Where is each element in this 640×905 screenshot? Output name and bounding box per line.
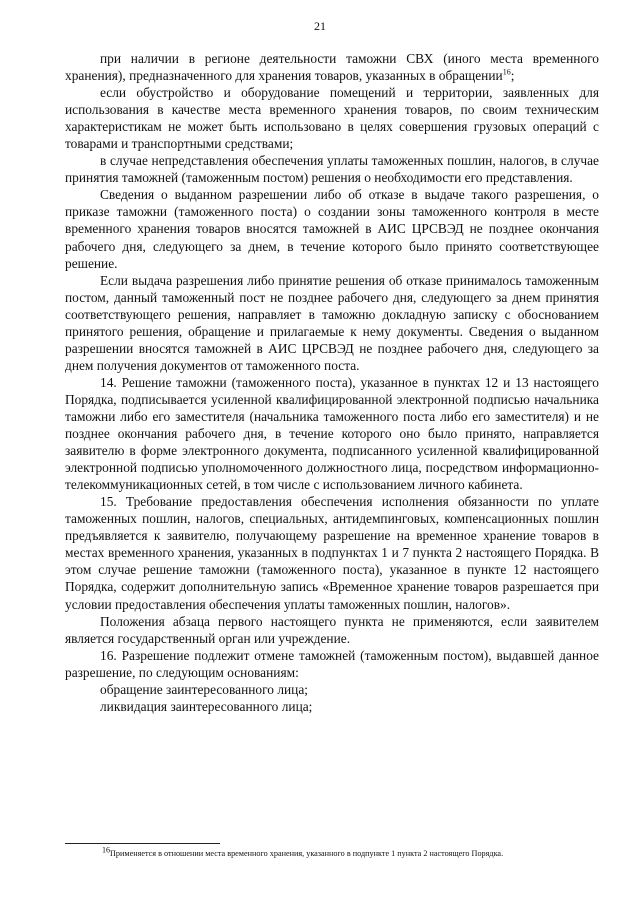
- paragraph: 14. Решение таможни (таможенного поста), указанное в пунктах 12 и 13 настоящего Порядка, подписывается усиленной квалифицированной электронной подписью начальника таможни либо его заместителя (начальника таможенного поста либо его заместителя) и не позднее окончания рабочего дня, в течение которого оно было принято, направляется заявителю в форме электронного документа, подписанного усиленной квалифицированной электронной подписью уполномоченного должностного лица, посредством информационно-телекоммуникационных сетей, в том числе с использованием личного кабинета.: [65, 374, 599, 493]
- document-body: [65, 50, 599, 715]
- paragraph: [65, 50, 599, 84]
- footnote-reference: 16: [502, 67, 511, 77]
- footnote-marker: 16: [102, 845, 110, 855]
- footnote-text: Применяется в отношении места временного хранения, указанного в подпункте 1 пункта 2 настоящего Порядка.: [110, 849, 504, 858]
- footnote-divider: [65, 843, 220, 844]
- list-item: ликвидация заинтересованного лица;: [100, 698, 313, 714]
- paragraph: Если выдача разрешения либо принятие решения об отказе принималось таможенным постом, данный таможенный пост не позднее рабочего дня, следующего за днем принятия соответствующего решения, направляет в таможню докладную записку с обоснованием принятого решения, обращение и прилагаемые к нему документы. Сведения о выданном разрешении вносятся таможней в АИС ЦРСВЭД не позднее рабочего дня, следующего за днем получения документов от таможенного поста.: [65, 272, 599, 373]
- paragraph: в случае непредставления обеспечения уплаты таможенных пошлин, налогов, в случае принятия таможней (таможенным постом) решения о необходимости его представления.: [65, 153, 599, 186]
- footnote: [102, 845, 612, 859]
- paragraph-punctuation: ;: [510, 68, 515, 84]
- paragraph: Положения абзаца первого настоящего пункта не применяются, если заявителем является государственный орган или учреждение.: [65, 613, 599, 646]
- paragraph-text: при наличии в регионе деятельности таможни СВХ (иного места временного хранения), предназначенного для хранения товаров, указанных в обращении: [65, 51, 599, 84]
- paragraph: 16. Разрешение подлежит отмене таможней (таможенным постом), выдавшей данное разрешение, по следующим основаниям:: [65, 647, 599, 680]
- list-item: обращение заинтересованного лица;: [100, 681, 308, 697]
- page-number: 21: [314, 19, 326, 33]
- paragraph: если обустройство и оборудование помещений и территории, заявленных для использования в качестве места временного хранения товаров, по своим техническим характеристикам не может быть использовано в целях совершения грузовых операций с товарами и транспортными средствами;: [65, 85, 599, 152]
- paragraph: 15. Требование предоставления обеспечения исполнения обязанности по уплате таможенных пошлин, налогов, специальных, антидемпинговых, компенсационных пошлин предъявляется к заявителю, получающему разрешение на временное хранение товаров в местах временного хранения, указанных в подпунктах 1 и 7 пункта 2 настоящего Порядка. В этом случае решение таможни (таможенного поста), указанное в пункте 12 настоящего Порядка, содержит дополнительную запись «Временное хранение товаров разрешается при условии предоставления обеспечения уплаты таможенных пошлин, налогов».: [65, 494, 599, 612]
- paragraph: Сведения о выданном разрешении либо об отказе в выдаче такого разрешения, о приказе таможни (таможенного поста) о создании зоны таможенного контроля в месте временного хранения товаров вносятся таможней в АИС ЦРСВЭД не позднее окончания рабочего дня, следующего за днем, в течение которого было принято соответствующее решение.: [65, 187, 599, 271]
